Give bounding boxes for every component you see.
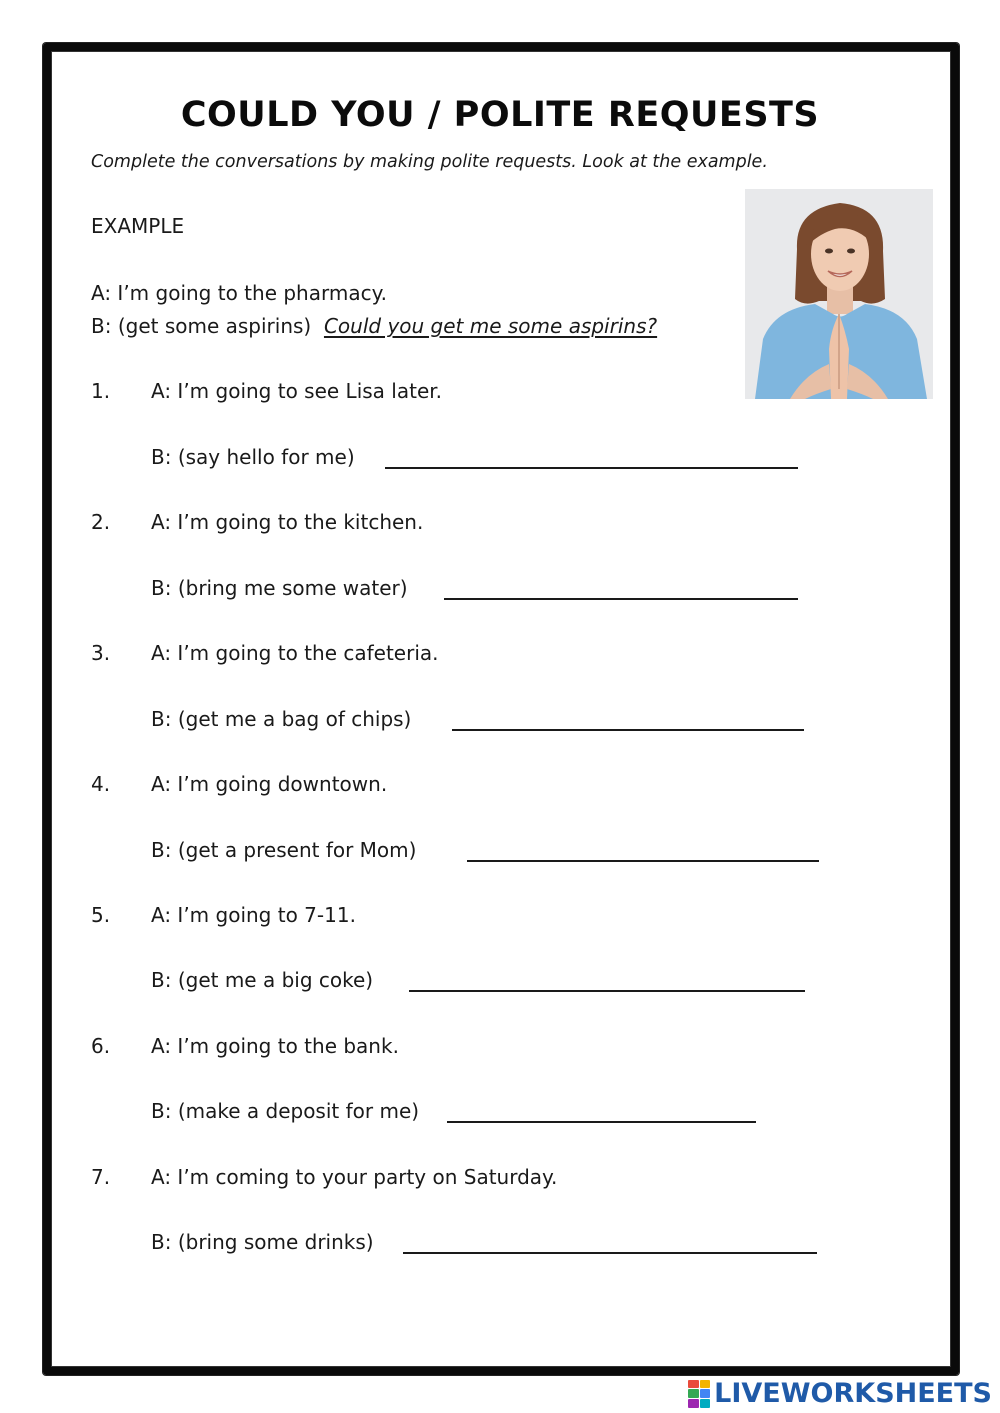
- item-4-answer-line[interactable]: [467, 860, 819, 862]
- example-line-a: A: I’m going to the pharmacy.: [91, 281, 387, 305]
- example-line-b: [91, 314, 657, 338]
- item-1-number: 1.: [91, 379, 111, 403]
- item-4-line-a: A: I’m going downtown.: [151, 772, 388, 796]
- item-4-line-b: B: (get a present for Mom): [151, 838, 417, 862]
- woman-photo: [745, 189, 933, 399]
- item-6-line-b: B: (make a deposit for me): [151, 1099, 420, 1123]
- item-6-line-a: A: I’m going to the bank.: [151, 1034, 399, 1058]
- item-2-line-b: B: (bring me some water): [151, 576, 408, 600]
- item-1-line-b: B: (say hello for me): [151, 445, 355, 469]
- item-4-number: 4.: [91, 772, 111, 796]
- instructions: Complete the conversations by making polite requests. Look at the example.: [91, 152, 768, 172]
- liveworksheets-logo-icon: [688, 1380, 710, 1408]
- liveworksheets-watermark[interactable]: [688, 1378, 992, 1409]
- item-6-answer-line[interactable]: [447, 1121, 756, 1123]
- item-6-number: 6.: [91, 1034, 111, 1058]
- item-5-line-a: A: I’m going to 7-11.: [151, 903, 356, 927]
- item-5-number: 5.: [91, 903, 111, 927]
- item-7-line-b: B: (bring some drinks): [151, 1230, 374, 1254]
- item-1-answer-line[interactable]: [385, 467, 798, 469]
- item-7-line-a: A: I’m coming to your party on Saturday.: [151, 1165, 558, 1189]
- item-5-answer-line[interactable]: [409, 990, 805, 992]
- item-3-number: 3.: [91, 641, 111, 665]
- item-2-line-a: A: I’m going to the kitchen.: [151, 510, 424, 534]
- item-3-answer-line[interactable]: [452, 729, 804, 731]
- example-answer: Could you get me some aspirins?: [323, 314, 658, 338]
- item-3-line-a: A: I’m going to the cafeteria.: [151, 641, 439, 665]
- example-prompt: B: (get some aspirins): [91, 314, 312, 338]
- item-5-line-b: B: (get me a big coke): [151, 968, 374, 992]
- item-3-line-b: B: (get me a bag of chips): [151, 707, 412, 731]
- item-7-answer-line[interactable]: [403, 1252, 817, 1254]
- item-1-line-a: A: I’m going to see Lisa later.: [151, 379, 442, 403]
- item-7-number: 7.: [91, 1165, 111, 1189]
- example-heading: EXAMPLE: [91, 214, 185, 238]
- liveworksheets-text: LIVEWORKSHEETS: [714, 1378, 992, 1409]
- item-2-answer-line[interactable]: [444, 598, 798, 600]
- page-title: COULD YOU / POLITE REQUESTS: [180, 95, 820, 135]
- item-2-number: 2.: [91, 510, 111, 534]
